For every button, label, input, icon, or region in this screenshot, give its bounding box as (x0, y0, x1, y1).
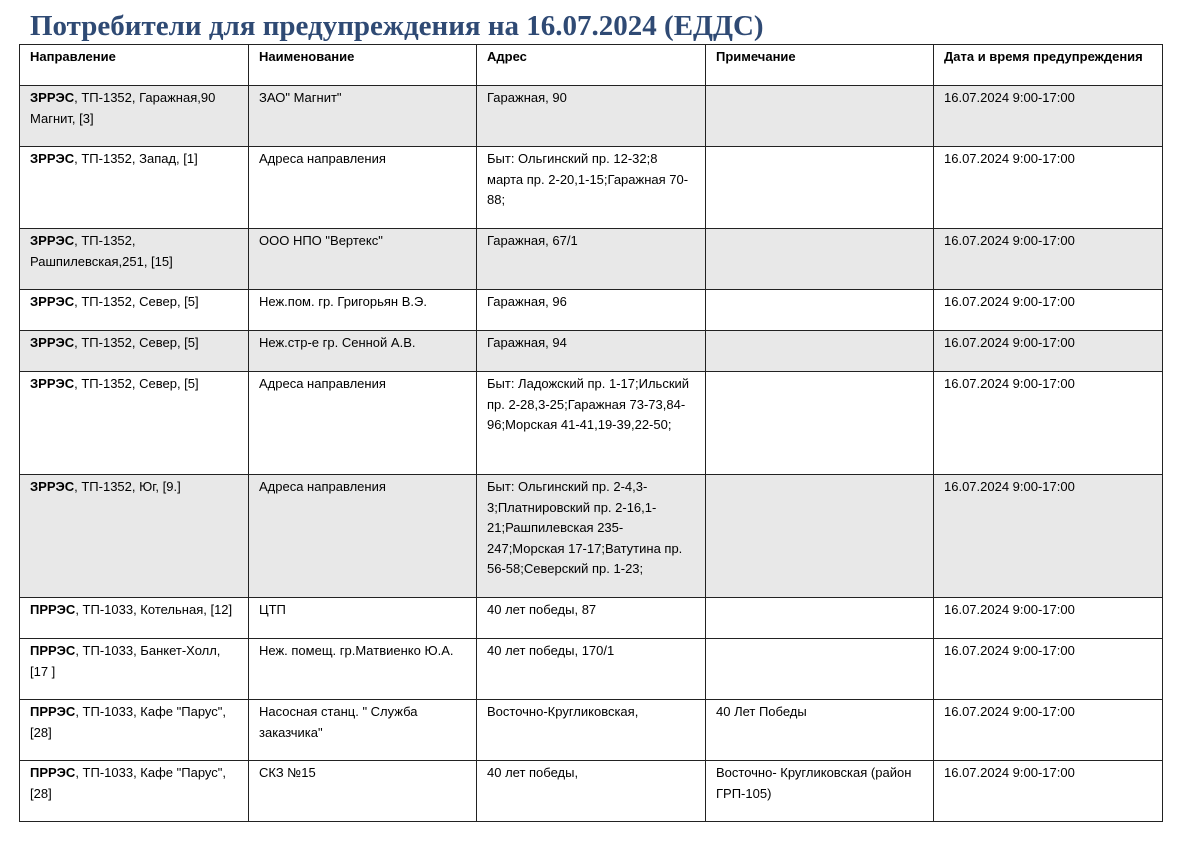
header-note: Примечание (706, 45, 934, 86)
direction-code: ПРРЭС (30, 765, 76, 780)
header-direction: Направление (20, 45, 249, 86)
direction-text: , ТП-1033, Котельная, [12] (75, 602, 233, 617)
table-row (20, 761, 1163, 822)
cell-direction (20, 639, 249, 700)
direction-code: ЗРРЭС (30, 376, 75, 391)
cell-datetime: 16.07.2024 9:00-17:00 (934, 331, 1163, 372)
cell-note (706, 290, 934, 331)
cell-name: ЗАО" Магнит" (249, 86, 477, 147)
cell-direction (20, 331, 249, 372)
direction-text: , ТП-1033, Кафе "Парус", [28] (30, 704, 227, 740)
cell-address: 40 лет победы, 87 (477, 598, 706, 639)
cell-datetime: 16.07.2024 9:00-17:00 (934, 86, 1163, 147)
header-datetime: Дата и время предупреждения (934, 45, 1163, 86)
cell-datetime: 16.07.2024 9:00-17:00 (934, 700, 1163, 761)
table-row (20, 86, 1163, 147)
cell-note: Восточно- Кругликовская (район ГРП-105) (706, 761, 934, 822)
direction-text: , ТП-1033, Банкет-Холл, [17 ] (30, 643, 221, 679)
cell-direction (20, 475, 249, 598)
cell-note (706, 598, 934, 639)
consumers-table (19, 44, 1163, 822)
cell-name: Неж.пом. гр. Григорьян В.Э. (249, 290, 477, 331)
cell-name: Адреса направления (249, 147, 477, 229)
cell-datetime: 16.07.2024 9:00-17:00 (934, 372, 1163, 475)
cell-address: Гаражная, 67/1 (477, 229, 706, 290)
cell-name: Неж.стр-е гр. Сенной А.В. (249, 331, 477, 372)
cell-note (706, 147, 934, 229)
cell-direction (20, 229, 249, 290)
cell-name: Адреса направления (249, 372, 477, 475)
direction-text: , ТП-1033, Кафе "Парус", [28] (30, 765, 227, 801)
cell-address: 40 лет победы, 170/1 (477, 639, 706, 700)
cell-address: Быт: Ольгинский пр. 2-4,3-3;Платнировский пр. 2-16,1-21;Рашпилевская 235-247;Морская 17-17;Ватутина пр. 56-58;Северский пр. 1-23; (477, 475, 706, 598)
table-row (20, 598, 1163, 639)
direction-text: , ТП-1352, Юг, [9.] (74, 479, 181, 494)
cell-name: ООО НПО "Вертекс" (249, 229, 477, 290)
cell-datetime: 16.07.2024 9:00-17:00 (934, 639, 1163, 700)
direction-text: , ТП-1352, Север, [5] (74, 294, 199, 309)
direction-code: ЗРРЭС (30, 90, 75, 105)
table-row (20, 331, 1163, 372)
cell-datetime: 16.07.2024 9:00-17:00 (934, 229, 1163, 290)
cell-direction (20, 761, 249, 822)
header-address: Адрес (477, 45, 706, 86)
direction-text: , ТП-1352, Север, [5] (74, 376, 199, 391)
direction-text: , ТП-1352, Рашпилевская,251, [15] (30, 233, 173, 269)
direction-text: , ТП-1352, Запад, [1] (74, 151, 198, 166)
cell-note (706, 86, 934, 147)
table-row (20, 290, 1163, 331)
direction-code: ПРРЭС (30, 643, 76, 658)
table-row (20, 372, 1163, 475)
cell-address: 40 лет победы, (477, 761, 706, 822)
cell-direction (20, 372, 249, 475)
cell-datetime: 16.07.2024 9:00-17:00 (934, 290, 1163, 331)
cell-name: ЦТП (249, 598, 477, 639)
cell-note: 40 Лет Победы (706, 700, 934, 761)
cell-name: СКЗ №15 (249, 761, 477, 822)
cell-direction (20, 290, 249, 331)
cell-address: Гаражная, 94 (477, 331, 706, 372)
direction-text: , ТП-1352, Гаражная,90 Магнит, [3] (30, 90, 216, 126)
cell-name: Адреса направления (249, 475, 477, 598)
direction-text: , ТП-1352, Север, [5] (74, 335, 199, 350)
cell-datetime: 16.07.2024 9:00-17:00 (934, 147, 1163, 229)
cell-address: Гаражная, 96 (477, 290, 706, 331)
cell-note (706, 475, 934, 598)
cell-name: Неж. помещ. гр.Матвиенко Ю.А. (249, 639, 477, 700)
direction-code: ПРРЭС (30, 602, 76, 617)
cell-address: Быт: Ладожский пр. 1-17;Ильский пр. 2-28,3-25;Гаражная 73-73,84-96;Морская 41-41,19-39,22-50; (477, 372, 706, 475)
cell-note (706, 372, 934, 475)
cell-datetime: 16.07.2024 9:00-17:00 (934, 598, 1163, 639)
table-row (20, 700, 1163, 761)
cell-note (706, 639, 934, 700)
table-row (20, 229, 1163, 290)
table-header-row (20, 45, 1163, 86)
direction-code: ЗРРЭС (30, 479, 75, 494)
direction-code: ПРРЭС (30, 704, 76, 719)
direction-code: ЗРРЭС (30, 294, 75, 309)
cell-address: Восточно-Кругликовская, (477, 700, 706, 761)
cell-note (706, 229, 934, 290)
page-title: Потребители для предупреждения на 16.07.2024 (ЕДДС) (30, 10, 764, 42)
header-name: Наименование (249, 45, 477, 86)
cell-direction (20, 147, 249, 229)
table-row (20, 475, 1163, 598)
cell-direction (20, 700, 249, 761)
direction-code: ЗРРЭС (30, 335, 75, 350)
direction-code: ЗРРЭС (30, 151, 75, 166)
cell-note (706, 331, 934, 372)
cell-address: Гаражная, 90 (477, 86, 706, 147)
table-row (20, 639, 1163, 700)
cell-datetime: 16.07.2024 9:00-17:00 (934, 475, 1163, 598)
cell-direction (20, 598, 249, 639)
cell-datetime: 16.07.2024 9:00-17:00 (934, 761, 1163, 822)
cell-direction (20, 86, 249, 147)
table-row (20, 147, 1163, 229)
direction-code: ЗРРЭС (30, 233, 75, 248)
cell-name: Насосная станц. " Служба заказчика" (249, 700, 477, 761)
cell-address: Быт: Ольгинский пр. 12-32;8 марта пр. 2-20,1-15;Гаражная 70-88; (477, 147, 706, 229)
